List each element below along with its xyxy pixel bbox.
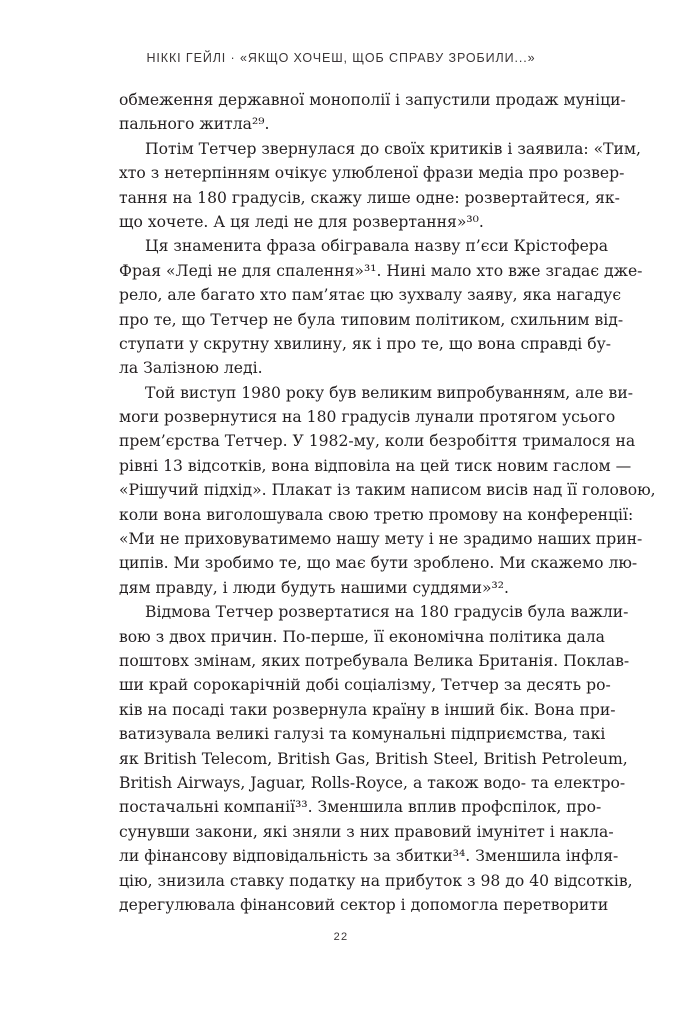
text-line: що хочете. А ця леді не для розвертання»³⁰.: [119, 212, 484, 231]
text-line: хто з нетерпінням очікує улюбленої фрази медіа про розвер-: [119, 164, 625, 183]
text-line: ципів. Ми зробимо те, що має бути зроблено. Ми скажемо лю-: [119, 554, 638, 573]
text-line: дям правду, і люди будуть нашими суддями»³².: [119, 578, 509, 597]
text-line: Потім Тетчер звернулася до своїх критиків і заявила: «Тим,: [145, 139, 642, 158]
text-line: моги розвернутися на 180 градусів лунали протягом усього: [119, 408, 616, 427]
text-line: Відмова Тетчер розвертатися на 180 градусів була важли-: [145, 603, 629, 622]
text-line: ватизувала великі галузі та комунальні підприємства, такі: [119, 725, 606, 744]
text-line: прем’єрства Тетчер. У 1982-му, коли безробіття трималося на: [119, 432, 636, 451]
text-line: тання на 180 градусів, скажу лише одне: розвертайтеся, як-: [119, 188, 620, 207]
running-header: НІККІ ГЕЙЛІ · «ЯКЩО ХОЧЕШ, ЩОБ СПРАВУ ЗРОБИЛИ...»: [146, 51, 536, 65]
text-line: «Ми не приховуватимемо нашу мету і не зрадимо наших прин-: [119, 530, 643, 549]
text-line: постачальні компанії³³. Зменшила вплив профспілок, про-: [119, 798, 602, 817]
text-line: обмеження державної монополії і запустили продаж муніци-: [119, 91, 626, 109]
text-line: ла Залізною леді.: [119, 359, 263, 378]
text-line: Той виступ 1980 року був великим випробуванням, але ви-: [145, 383, 633, 402]
text-line: цію, знизила ставку податку на прибуток з 98 до 40 відсотків,: [119, 871, 633, 890]
text-line: British Airways, Jaguar, Rolls-Royce, а також водо- та електро-: [119, 773, 626, 792]
text-line: дерегулювала фінансовий сектор і допомогла перетворити: [119, 895, 609, 914]
text-line: ши край сорокарічній добі соціалізму, Тетчер за десять ро-: [119, 676, 611, 695]
text-line: ли фінансову відповідальність за збитки³⁴. Зменшила інфля-: [119, 847, 619, 866]
text-line: ступати у скрутну хвилину, як і про те, що вона справді бу-: [119, 334, 612, 353]
body-text: [119, 88, 656, 917]
text-line: рело, але багато хто пам’ятає цю зухвалу заяву, яка нагадує: [119, 286, 622, 305]
text-line: рівні 13 відсотків, вона відповіла на цей тиск новим гаслом —: [119, 456, 632, 475]
text-line: вою з двох причин. По-перше, її економічна політика дала: [119, 627, 605, 646]
text-line: пального житла²⁹.: [119, 115, 270, 134]
text-line: поштовх змінам, яких потребувала Велика Британія. Поклав-: [119, 651, 630, 670]
text-line: Фрая «Леді не для спалення»³¹. Нині мало хто вже згадає дже-: [119, 261, 643, 280]
text-line: як British Telecom, British Gas, British Steel, British Petroleum,: [119, 749, 628, 768]
page-number: 22: [333, 931, 349, 943]
text-line: «Рішучий підхід». Плакат із таким написом висів над її головою,: [119, 481, 656, 500]
text-line: ків на посаді таки розвернула країну в інший бік. Вона при-: [119, 700, 616, 719]
text-line: сунувши закони, які зняли з них правовий імунітет і накла-: [119, 822, 614, 841]
text-line: коли вона виголошувала свою третю промову на конференції:: [119, 505, 634, 524]
text-line: Ця знаменита фраза обігравала назву п’єси Крістофера: [145, 237, 609, 256]
text-line: про те, що Тетчер не була типовим політиком, схильним від-: [119, 310, 624, 329]
